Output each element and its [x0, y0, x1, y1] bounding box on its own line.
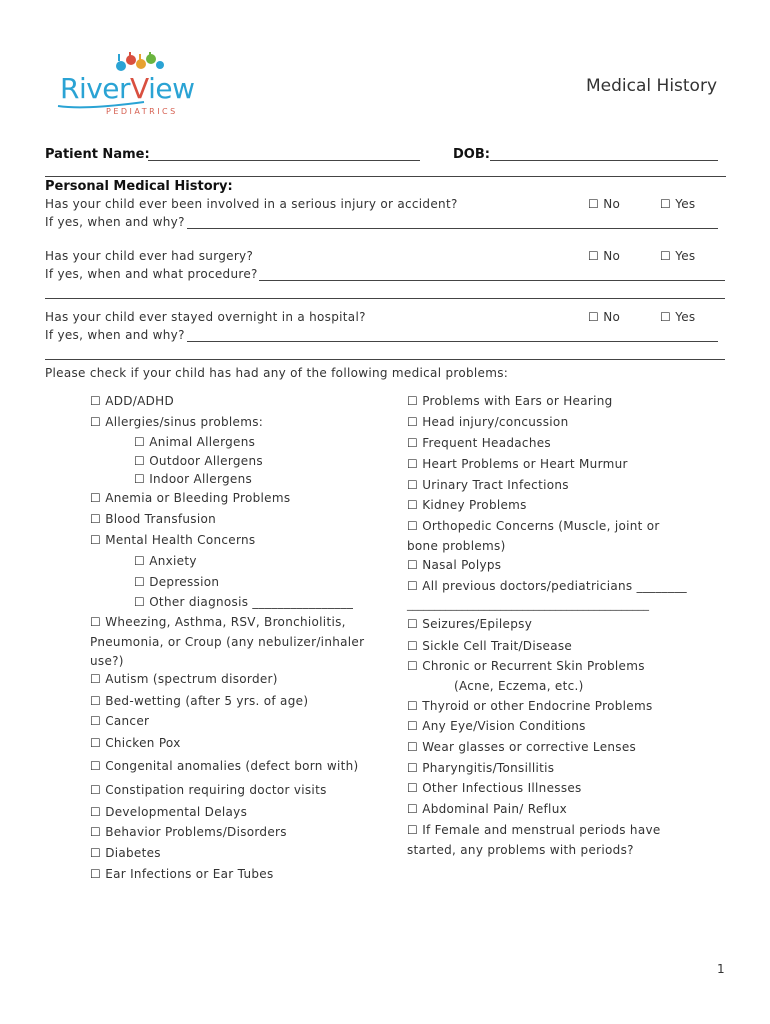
checkbox-icon: [407, 519, 418, 533]
checkbox-icon: [90, 783, 101, 797]
item-label: Diabetes: [105, 846, 161, 860]
yes-label: Yes: [675, 310, 696, 324]
check-urinary[interactable]: [407, 478, 569, 492]
checkbox-icon: [407, 436, 418, 450]
answer-yes-injury[interactable]: [660, 197, 695, 211]
orthopedic-line-2: bone problems): [407, 539, 506, 553]
check-heart[interactable]: [407, 457, 628, 471]
item-label: Seizures/Epilepsy: [422, 617, 533, 631]
item-label: Frequent Headaches: [422, 436, 551, 450]
checkbox-icon: [90, 491, 101, 505]
checkbox-icon: [407, 394, 418, 408]
check-anxiety[interactable]: [134, 554, 197, 568]
check-ears-hearing[interactable]: [407, 394, 613, 408]
check-mental-health[interactable]: [90, 533, 255, 547]
item-label: Animal Allergens: [149, 435, 256, 449]
check-pharyngitis[interactable]: [407, 761, 554, 775]
check-previous-doctors[interactable]: [407, 579, 687, 593]
item-label: If Female and menstrual periods have: [422, 823, 661, 837]
checkbox-icon: [407, 659, 418, 673]
item-label: Other Infectious Illnesses: [422, 781, 582, 795]
item-label: Cancer: [105, 714, 150, 728]
check-other-diagnosis[interactable]: [134, 595, 353, 609]
skin-problems-line-2: (Acne, Eczema, etc.): [454, 679, 584, 693]
item-label: Wheezing, Asthma, RSV, Bronchiolitis,: [105, 615, 346, 629]
check-nasal-polyps[interactable]: [407, 558, 501, 572]
header-divider: [45, 176, 726, 177]
check-headaches[interactable]: [407, 436, 551, 450]
patient-name-field[interactable]: [148, 160, 420, 161]
checkbox-icon: [90, 736, 101, 750]
checkbox-icon: [407, 558, 418, 572]
item-label: Other diagnosis ________________: [149, 595, 354, 609]
item-label: Constipation requiring doctor visits: [105, 783, 327, 797]
checkbox-icon: [660, 249, 671, 263]
check-infectious[interactable]: [407, 781, 582, 795]
no-label: No: [603, 249, 621, 263]
check-anemia[interactable]: [90, 491, 290, 505]
check-thyroid[interactable]: [407, 699, 653, 713]
answer-yes-hospital[interactable]: [660, 310, 695, 324]
checkbox-icon: [407, 639, 418, 653]
menstrual-line-2: started, any problems with periods?: [407, 843, 634, 857]
answer-no-surgery[interactable]: [588, 249, 620, 263]
checkbox-icon: [90, 533, 101, 547]
followup-hospital: If yes, when and why?: [45, 328, 185, 342]
item-label: Congenital anomalies (defect born with): [105, 759, 359, 773]
item-label: Thyroid or other Endocrine Problems: [422, 699, 653, 713]
followup-surgery-field-2[interactable]: [45, 298, 725, 299]
check-menstrual[interactable]: [407, 823, 661, 837]
check-allergies[interactable]: [90, 415, 263, 429]
patient-name-label: Patient Name:: [45, 147, 150, 162]
check-indoor-allergens[interactable]: [134, 472, 252, 486]
item-label: Sickle Cell Trait/Disease: [422, 639, 573, 653]
checkbox-icon: [407, 802, 418, 816]
check-wheezing[interactable]: [90, 615, 346, 629]
check-eye-vision[interactable]: [407, 719, 586, 733]
followup-surgery: If yes, when and what procedure?: [45, 267, 258, 281]
logo-word-river: River: [60, 72, 131, 105]
no-label: No: [603, 197, 621, 211]
item-label: Ear Infections or Ear Tubes: [105, 867, 274, 881]
item-label: Indoor Allergens: [149, 472, 253, 486]
check-orthopedic[interactable]: [407, 519, 660, 533]
item-label: Allergies/sinus problems:: [105, 415, 264, 429]
checkbox-icon: [660, 197, 671, 211]
logo-subtitle: PEDIATRICS: [106, 107, 178, 116]
checkbox-icon: [134, 472, 145, 486]
question-injury: Has your child ever been involved in a serious injury or accident?: [45, 197, 458, 211]
checkbox-icon: [90, 615, 101, 629]
wheezing-line-2: Pneumonia, or Croup (any nebulizer/inhaler: [90, 635, 365, 649]
item-label: All previous doctors/pediatricians ________: [422, 579, 687, 593]
checkbox-icon: [90, 805, 101, 819]
check-abdominal[interactable]: [407, 802, 567, 816]
checkbox-icon: [90, 672, 101, 686]
item-label: Urinary Tract Infections: [422, 478, 569, 492]
item-label: Chicken Pox: [105, 736, 181, 750]
page-title: Medical History: [586, 76, 718, 96]
check-outdoor-allergens[interactable]: [134, 454, 263, 468]
answer-yes-surgery[interactable]: [660, 249, 695, 263]
item-label: Behavior Problems/Disorders: [105, 825, 287, 839]
checkbox-icon: [90, 512, 101, 526]
item-label: Developmental Delays: [105, 805, 248, 819]
followup-hospital-field-2[interactable]: [45, 359, 725, 360]
check-skin-problems[interactable]: [407, 659, 645, 673]
followup-injury-field[interactable]: [187, 228, 718, 229]
followup-hospital-field[interactable]: [187, 341, 718, 342]
check-sickle-cell[interactable]: [407, 639, 572, 653]
item-label: Any Eye/Vision Conditions: [422, 719, 586, 733]
check-constipation[interactable]: [90, 783, 327, 797]
checkbox-icon: [407, 478, 418, 492]
check-diabetes[interactable]: [90, 846, 161, 860]
checkbox-icon: [90, 415, 101, 429]
checkbox-icon: [90, 694, 101, 708]
riverview-logo: [56, 52, 195, 120]
checkbox-icon: [134, 595, 145, 609]
checkbox-icon: [407, 761, 418, 775]
check-depression[interactable]: [134, 575, 219, 589]
check-cancer[interactable]: [90, 714, 149, 728]
followup-surgery-field[interactable]: [259, 280, 725, 281]
check-animal-allergens[interactable]: [134, 435, 255, 449]
checkbox-icon: [90, 846, 101, 860]
yes-label: Yes: [675, 249, 696, 263]
item-label: Kidney Problems: [422, 498, 527, 512]
item-label: Head injury/concussion: [422, 415, 569, 429]
checkbox-icon: [134, 454, 145, 468]
checkbox-icon: [407, 740, 418, 754]
item-label: Problems with Ears or Hearing: [422, 394, 613, 408]
item-label: Autism (spectrum disorder): [105, 672, 278, 686]
check-bed-wetting[interactable]: [90, 694, 308, 708]
answer-no-hospital[interactable]: [588, 310, 620, 324]
item-label: Mental Health Concerns: [105, 533, 256, 547]
item-label: ADD/ADHD: [105, 394, 175, 408]
item-label: Abdominal Pain/ Reflux: [422, 802, 567, 816]
logo-word-iew: iew: [148, 72, 195, 105]
item-label: Outdoor Allergens: [149, 454, 263, 468]
dob-label: DOB:: [453, 147, 490, 162]
answer-no-injury[interactable]: [588, 197, 620, 211]
no-label: No: [603, 310, 621, 324]
item-label: Bed-wetting (after 5 yrs. of age): [105, 694, 309, 708]
checkbox-icon: [407, 498, 418, 512]
checkbox-icon: [407, 415, 418, 429]
checkbox-icon: [134, 554, 145, 568]
checkbox-icon: [588, 310, 599, 324]
check-ear-infections[interactable]: [90, 867, 274, 881]
check-developmental[interactable]: [90, 805, 247, 819]
previous-doctors-line-2[interactable]: ____________________________________________: [407, 598, 649, 611]
checkbox-icon: [407, 457, 418, 471]
item-label: Pharyngitis/Tonsillitis: [422, 761, 555, 775]
yes-label: Yes: [675, 197, 696, 211]
check-behavior[interactable]: [90, 825, 287, 839]
check-seizures[interactable]: [407, 617, 532, 631]
check-blood-transfusion[interactable]: [90, 512, 216, 526]
checkbox-icon: [134, 435, 145, 449]
logo-v-letter: V: [130, 72, 149, 105]
item-label: Chronic or Recurrent Skin Problems: [422, 659, 645, 673]
checkbox-icon: [407, 699, 418, 713]
item-label: Anxiety: [149, 554, 197, 568]
item-label: Anemia or Bleeding Problems: [105, 491, 291, 505]
checkbox-icon: [90, 714, 101, 728]
checkbox-icon: [407, 719, 418, 733]
followup-injury: If yes, when and why?: [45, 215, 185, 229]
checkbox-icon: [407, 823, 418, 837]
item-label: Depression: [149, 575, 220, 589]
check-glasses[interactable]: [407, 740, 636, 754]
item-label: Nasal Polyps: [422, 558, 502, 572]
item-label: Blood Transfusion: [105, 512, 217, 526]
wheezing-line-3: use?): [90, 654, 124, 668]
checkbox-icon: [588, 249, 599, 263]
question-hospital: Has your child ever stayed overnight in a hospital?: [45, 310, 366, 324]
checkbox-icon: [660, 310, 671, 324]
check-add-adhd[interactable]: [90, 394, 174, 408]
item-label: Orthopedic Concerns (Muscle, joint or: [422, 519, 660, 533]
checkbox-icon: [407, 781, 418, 795]
check-head-injury[interactable]: [407, 415, 568, 429]
question-surgery: Has your child ever had surgery?: [45, 249, 254, 263]
checkbox-icon: [90, 759, 101, 773]
check-autism[interactable]: [90, 672, 278, 686]
checkbox-icon: [407, 579, 418, 593]
checkbox-icon: [407, 617, 418, 631]
checkbox-icon: [90, 394, 101, 408]
checklist-intro: Please check if your child has had any of the following medical problems:: [45, 366, 509, 380]
check-congenital[interactable]: [90, 759, 358, 773]
item-label: Heart Problems or Heart Murmur: [422, 457, 628, 471]
check-kidney[interactable]: [407, 498, 527, 512]
section-title: Personal Medical History:: [45, 179, 233, 194]
check-chicken-pox[interactable]: [90, 736, 181, 750]
checkbox-icon: [90, 825, 101, 839]
dob-field[interactable]: [490, 160, 718, 161]
checkbox-icon: [90, 867, 101, 881]
checkbox-icon: [134, 575, 145, 589]
item-label: Wear glasses or corrective Lenses: [422, 740, 637, 754]
checkbox-icon: [588, 197, 599, 211]
page-number: 1: [717, 962, 725, 976]
